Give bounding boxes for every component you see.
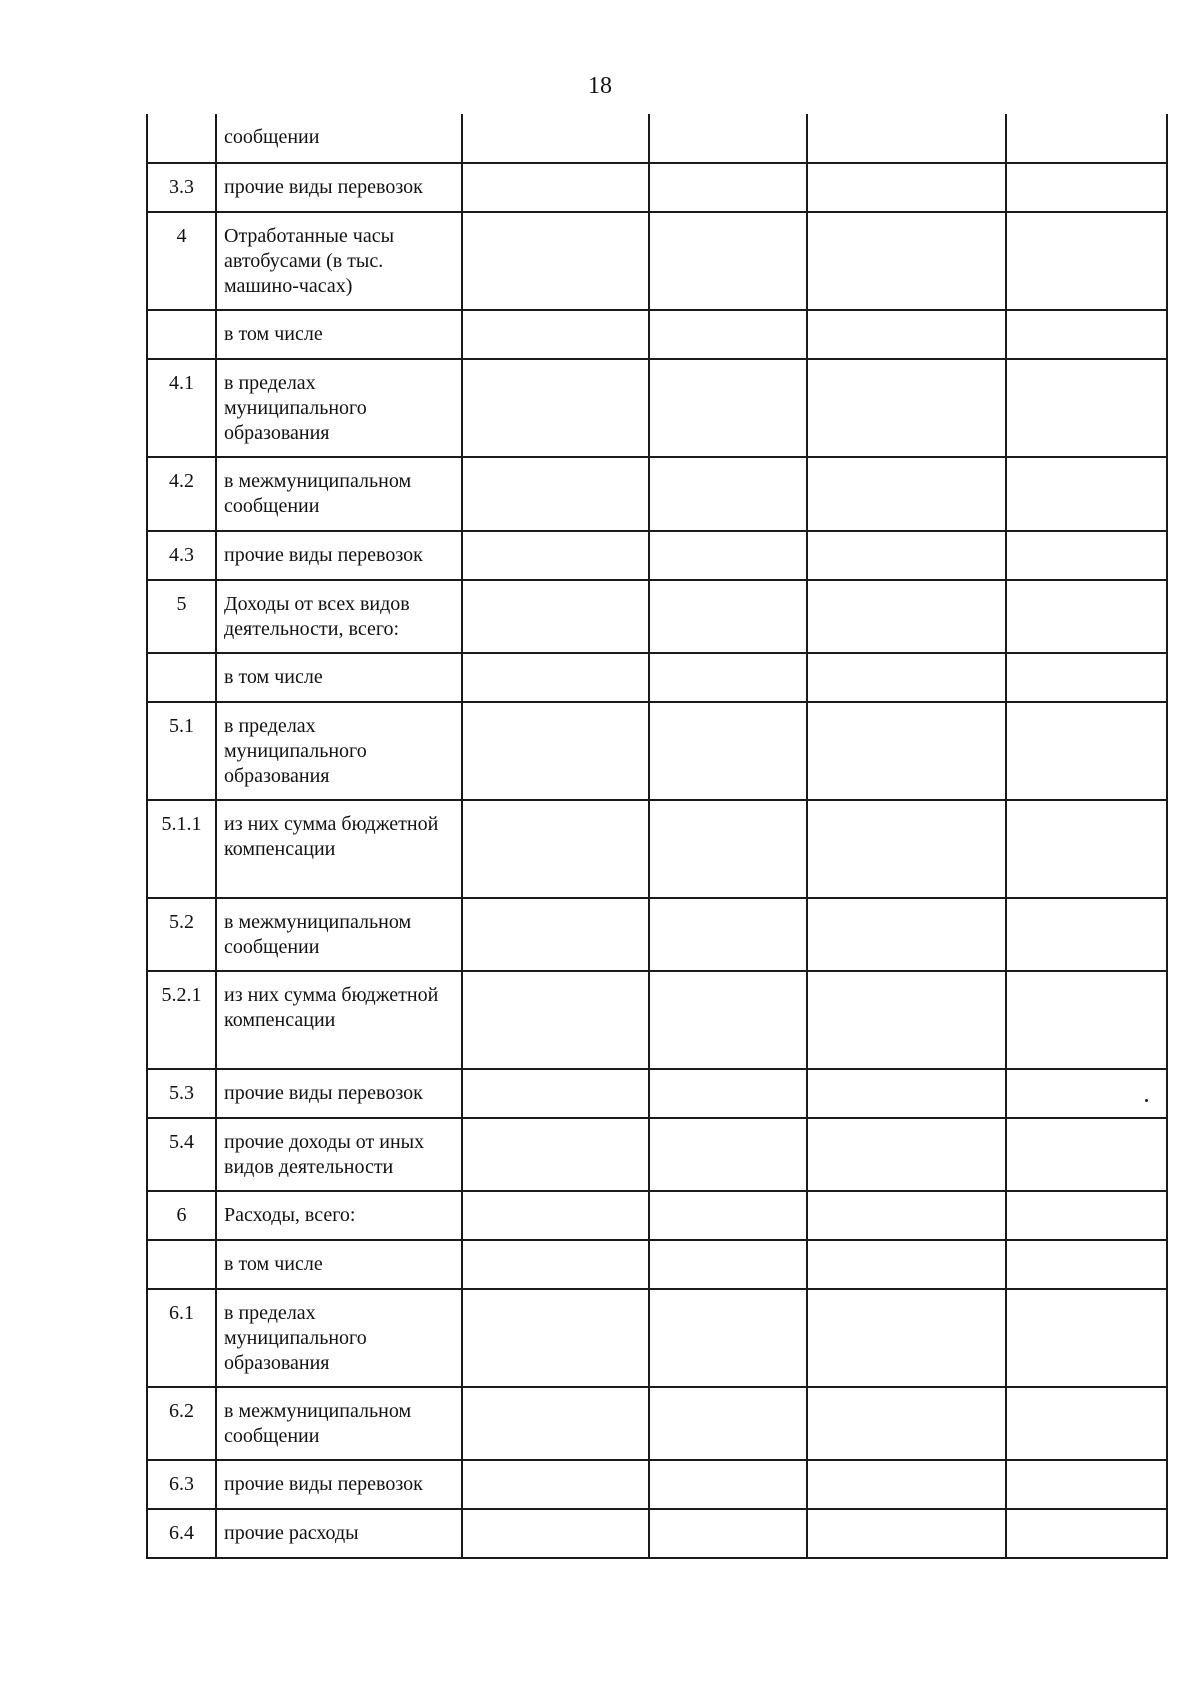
table-row [147,163,1167,212]
row-label: Отработанные часы автобусами (в тыс. машино-часах) [216,212,462,310]
value-cell [807,212,1006,310]
value-cell [807,1118,1006,1191]
value-cell [649,800,807,898]
value-cell [807,1240,1006,1289]
row-label: в пределах муниципального образования [216,359,462,457]
row-label: прочие расходы [216,1509,462,1558]
table-row [147,114,1167,163]
row-label: в том числе [216,310,462,359]
table-row [147,653,1167,702]
value-cell [1006,1069,1167,1118]
value-cell [1006,702,1167,800]
value-cell [462,310,649,359]
value-cell [462,1460,649,1509]
value-cell [807,114,1006,163]
row-label: в межмуниципальном сообщении [216,1387,462,1460]
value-cell [462,1191,649,1240]
value-cell [807,359,1006,457]
value-cell [649,1240,807,1289]
value-cell [462,1289,649,1387]
table-row [147,1289,1167,1387]
table-row [147,531,1167,580]
row-number: 5.4 [147,1118,216,1191]
row-number: 6.2 [147,1387,216,1460]
row-label: Расходы, всего: [216,1191,462,1240]
value-cell [1006,1118,1167,1191]
row-label: в пределах муниципального образования [216,1289,462,1387]
value-cell [807,653,1006,702]
row-label: в межмуниципальном сообщении [216,457,462,531]
value-cell [1006,1460,1167,1509]
row-label: из них сумма бюджетной компенсации [216,800,462,898]
value-cell [649,971,807,1069]
value-cell [807,580,1006,653]
value-cell [649,212,807,310]
table-row [147,971,1167,1069]
table-row [147,898,1167,971]
row-label: сообщении [216,114,462,163]
value-cell [462,531,649,580]
row-number: 3.3 [147,163,216,212]
value-cell [1006,310,1167,359]
row-number: 4.1 [147,359,216,457]
row-number: 6.1 [147,1289,216,1387]
value-cell [1006,1289,1167,1387]
value-cell [649,898,807,971]
row-number: 4 [147,212,216,310]
value-cell [1006,1509,1167,1558]
row-label: прочие виды перевозок [216,163,462,212]
value-cell [807,898,1006,971]
value-cell [462,359,649,457]
value-cell [462,702,649,800]
value-cell [649,1289,807,1387]
table-row [147,580,1167,653]
value-cell [462,114,649,163]
table-row [147,1069,1167,1118]
value-cell [1006,653,1167,702]
row-number: 5.1.1 [147,800,216,898]
value-cell [807,1509,1006,1558]
table-row [147,1191,1167,1240]
value-cell [462,1387,649,1460]
value-cell [462,1509,649,1558]
value-cell [462,1069,649,1118]
value-cell [807,1289,1006,1387]
row-number [147,653,216,702]
value-cell [462,163,649,212]
value-cell [462,457,649,531]
value-cell [649,531,807,580]
value-cell [649,310,807,359]
row-label: прочие виды перевозок [216,1460,462,1509]
row-label: из них сумма бюджетной компенсации [216,971,462,1069]
value-cell [649,359,807,457]
value-cell [807,800,1006,898]
value-cell [462,800,649,898]
value-cell [807,310,1006,359]
value-cell [649,1509,807,1558]
value-cell [462,212,649,310]
row-number [147,114,216,163]
row-number: 5.1 [147,702,216,800]
row-number: 5.2 [147,898,216,971]
value-cell [649,1387,807,1460]
value-cell [649,1191,807,1240]
table-row [147,310,1167,359]
value-cell [462,971,649,1069]
value-cell [1006,1191,1167,1240]
table-row [147,800,1167,898]
value-cell [462,898,649,971]
table-row [147,212,1167,310]
value-cell [649,163,807,212]
value-cell [1006,114,1167,163]
page-number: 18 [588,73,612,99]
value-cell [649,1069,807,1118]
row-label: Доходы от всех видов деятельности, всего: [216,580,462,653]
value-cell [649,1460,807,1509]
row-number: 4.2 [147,457,216,531]
value-cell [807,1460,1006,1509]
table-row [147,1118,1167,1191]
value-cell [649,1118,807,1191]
value-cell [649,702,807,800]
value-cell [462,1118,649,1191]
row-number: 5 [147,580,216,653]
value-cell [1006,531,1167,580]
table-row [147,1387,1167,1460]
row-label: прочие виды перевозок [216,531,462,580]
value-cell [462,580,649,653]
row-label: в том числе [216,1240,462,1289]
value-cell [807,702,1006,800]
value-cell [1006,457,1167,531]
value-cell [807,971,1006,1069]
table-row [147,1509,1167,1558]
value-cell [1006,163,1167,212]
row-number: 6.4 [147,1509,216,1558]
row-label: в пределах муниципального образования [216,702,462,800]
row-number: 6.3 [147,1460,216,1509]
value-cell [462,653,649,702]
value-cell [807,531,1006,580]
value-cell [807,457,1006,531]
value-cell [807,1387,1006,1460]
row-number [147,1240,216,1289]
table-row [147,457,1167,531]
value-cell [1006,971,1167,1069]
value-cell [1006,359,1167,457]
value-cell [807,163,1006,212]
value-cell [1006,800,1167,898]
value-cell [649,580,807,653]
value-cell [1006,1387,1167,1460]
table-row [147,702,1167,800]
value-cell [462,1240,649,1289]
row-number: 5.2.1 [147,971,216,1069]
row-label: прочие виды перевозок [216,1069,462,1118]
row-number: 5.3 [147,1069,216,1118]
row-number: 4.3 [147,531,216,580]
value-cell [1006,1240,1167,1289]
row-label: прочие доходы от иных видов деятельности [216,1118,462,1191]
value-cell [649,457,807,531]
table-row [147,1240,1167,1289]
table-row [147,359,1167,457]
indicators-table [146,114,1168,1559]
value-cell [649,114,807,163]
value-cell [807,1069,1006,1118]
row-number [147,310,216,359]
row-label: в том числе [216,653,462,702]
value-cell [649,653,807,702]
scan-speck [1145,1099,1148,1102]
table-row [147,1460,1167,1509]
row-number: 6 [147,1191,216,1240]
value-cell [807,1191,1006,1240]
row-label: в межмуниципальном сообщении [216,898,462,971]
value-cell [1006,898,1167,971]
value-cell [1006,212,1167,310]
value-cell [1006,580,1167,653]
